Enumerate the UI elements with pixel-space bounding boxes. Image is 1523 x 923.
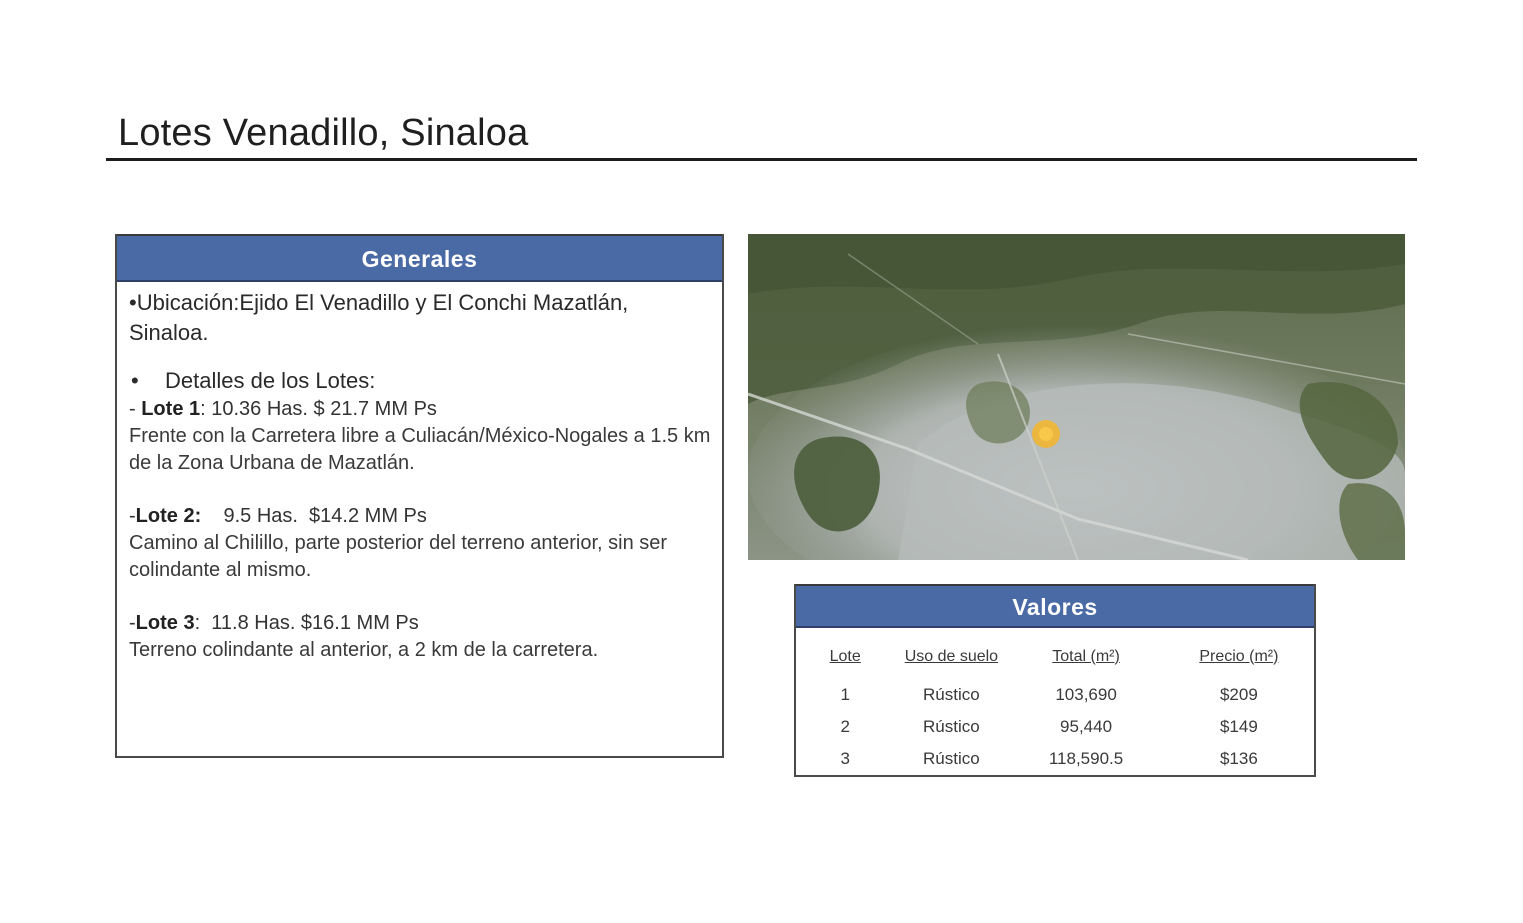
lote-prefix: - [129,612,136,634]
detalles-label: Detalles de los Lotes: [165,368,376,393]
cell-total: 103,690 [1055,685,1117,704]
lote-summary: : 10.36 Has. $ 21.7 MM Ps [200,398,437,420]
table-row [796,679,1314,711]
cell-precio: $209 [1219,685,1258,704]
lote-item [129,503,712,584]
lote-summary-line [129,503,712,530]
lote-summary: 9.5 Has. $14.2 MM Ps [201,505,427,527]
lote-description: Camino al Chilillo, parte posterior del terreno anterior, sin ser colindante al mismo. [129,532,668,581]
cell-precio: $149 [1219,717,1258,736]
table-row [796,743,1314,775]
lote-summary-line [129,610,712,637]
valores-header: Valores [796,584,1314,628]
valores-table [796,628,1314,775]
generales-header: Generales [117,234,722,282]
lote-label: Lote 1 [141,398,201,420]
page-title: Lotes Venadillo, Sinaloa [118,112,529,154]
cell-total: 118,590.5 [1048,749,1124,768]
valores-panel [794,584,1316,777]
lote-summary-line [129,396,712,423]
ubicacion-text: •Ubicación:Ejido El Venadillo y El Conchi Mazatlán, Sinaloa. [129,290,629,345]
lote-description: Frente con la Carretera libre a Culiacán/México-Nogales a 1.5 km de la Zona Urbana de Mazatlán. [129,425,711,474]
lote-description: Terreno colindante al anterior, a 2 km de la carretera. [129,639,599,661]
table-row [796,711,1314,743]
cell-uso: Rústico [923,717,980,736]
cell-total: 95,440 [1060,717,1113,736]
cell-uso: Rústico [923,749,980,768]
column-header-total: Total (m²) [1052,647,1120,665]
column-header-uso: Uso de suelo [904,647,999,665]
title-divider [106,158,1417,161]
lote-prefix: - [129,505,136,527]
column-header-lote: Lote [829,647,861,665]
column-header-precio: Precio (m²) [1199,647,1279,665]
lote-label: Lote 2: [135,505,202,527]
lote-item [129,396,712,477]
bullet-icon: • [131,368,139,393]
lote-label: Lote 3 [135,612,195,634]
detalles-heading [129,366,712,396]
cell-lote: 1 [840,685,850,704]
lote-item [129,610,712,664]
cell-uso: Rústico [923,685,980,704]
cell-lote: 2 [840,717,850,736]
generales-panel [115,234,724,758]
satellite-map-image [748,234,1405,560]
table-header-row [796,628,1314,679]
cell-lote: 3 [840,749,850,768]
generales-body [117,282,722,664]
cell-precio: $136 [1219,749,1258,768]
lote-prefix: - [129,398,142,420]
lote-summary: : 11.8 Has. $16.1 MM Ps [194,612,419,634]
